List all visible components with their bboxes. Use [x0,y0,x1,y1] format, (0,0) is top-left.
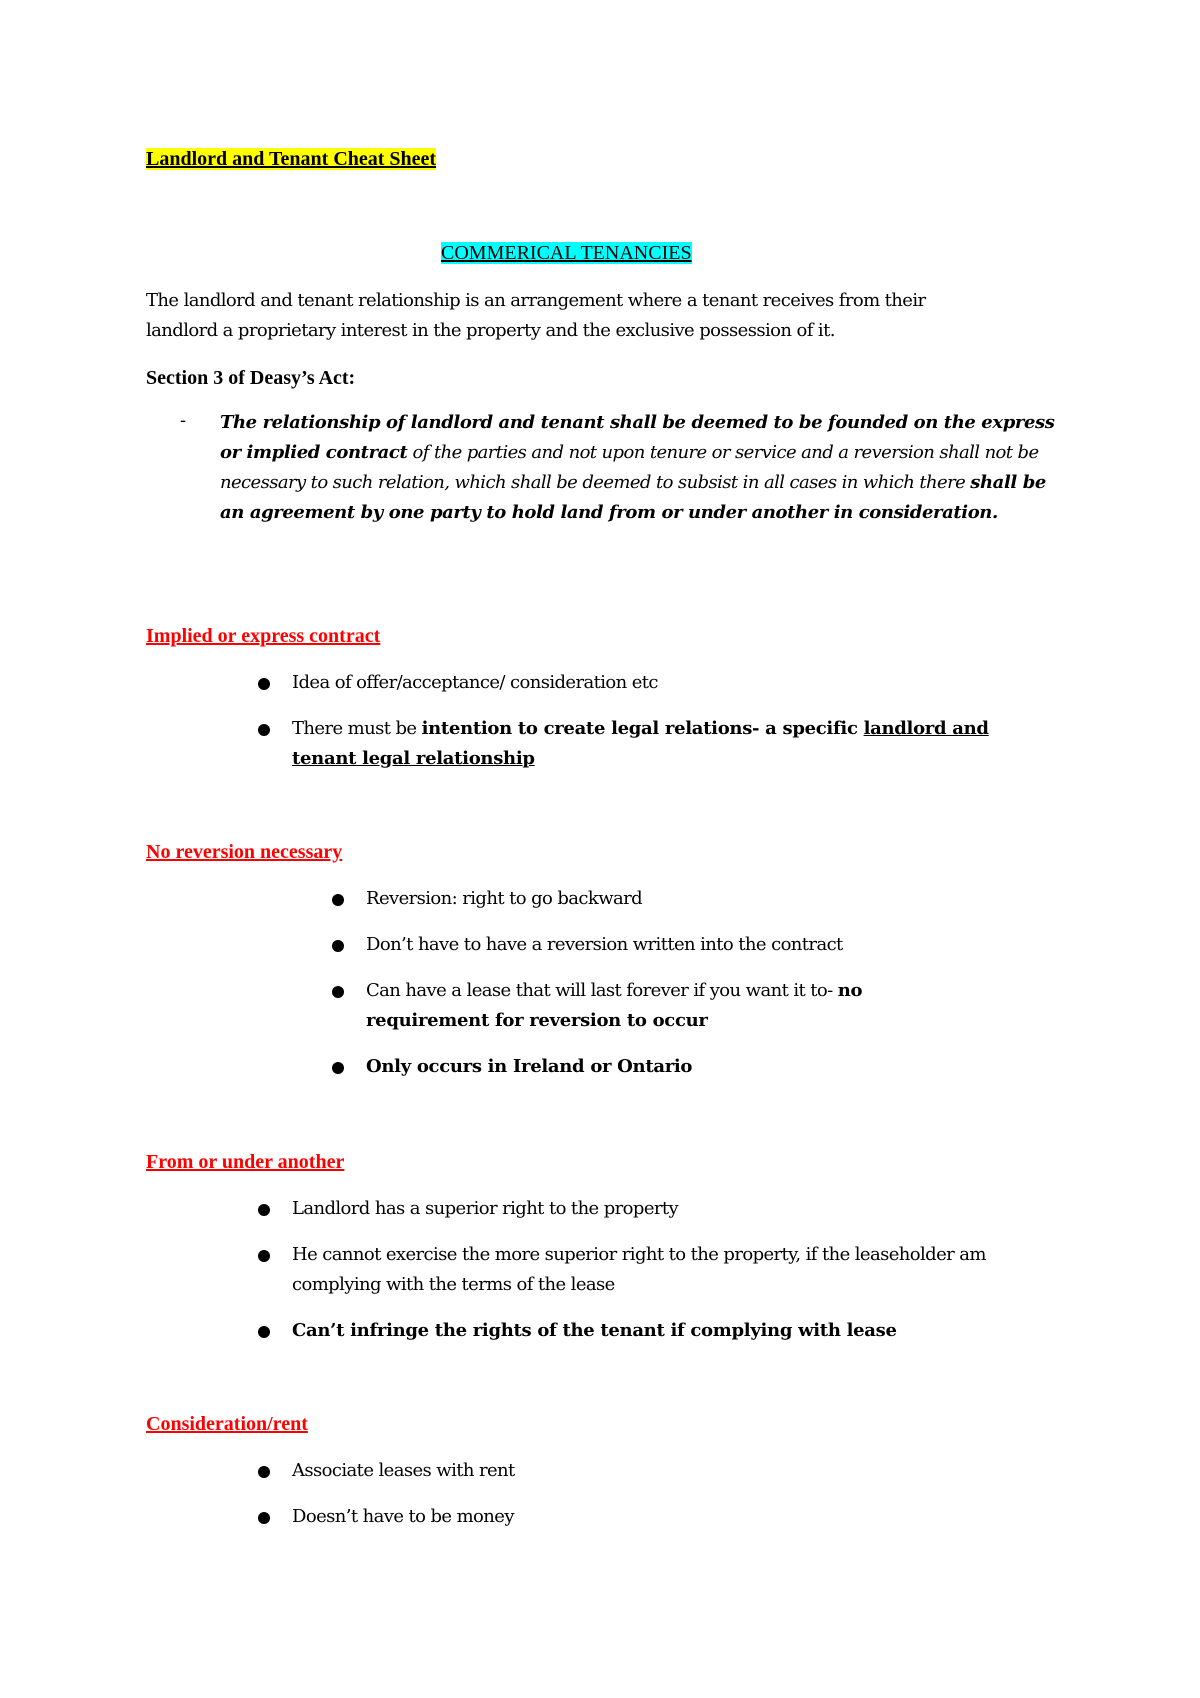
quote-plain-part: of the parties and not upon tenure or service and a reversion shall not be necessary to such relation, which shall be deemed to subsist in all cases in which there [220,442,1039,493]
bullet-icon [258,1326,270,1338]
intro-paragraph-line-1: The landlord and tenant relationship is an arrangement where a tenant receives from their [146,290,926,311]
document-title: Landlord and Tenant Cheat Sheet [146,148,437,170]
quote-dash: - [180,410,187,431]
heading-implied-contract: Implied or express contract [146,625,381,647]
list-item: Reversion: right to go backward [366,888,643,909]
section-title: COMMERICAL TENANCIES [441,242,692,264]
list-item: Doesn’t have to be money [292,1506,514,1527]
bullet-icon [258,1250,270,1262]
item-text-bold: intention to create legal relations- a specific [421,718,864,739]
list-item: Don’t have to have a reversion written into the contract [366,934,843,955]
bullet-icon [258,724,270,736]
intro-paragraph-line-2: landlord a proprietary interest in the property and the exclusive possession of it. [146,320,835,341]
item-text-plain: There must be [292,718,422,739]
bullet-icon [332,894,344,906]
bullet-icon [332,940,344,952]
bullet-icon [258,1204,270,1216]
item-text-bold: Only occurs in Ireland or Ontario [366,1056,693,1077]
heading-consideration-rent: Consideration/rent [146,1413,308,1435]
bullet-icon [258,678,270,690]
heading-from-under-another: From or under another [146,1151,345,1173]
list-item [366,1052,1056,1082]
list-item [292,1316,1052,1346]
list-item: He cannot exercise the more superior right to the property, if the leaseholder am complying with the terms of the lease [292,1244,986,1295]
item-text-bold: no requirement for reversion to occur [366,980,863,1031]
bullet-icon [258,1466,270,1478]
item-text-plain: Can have a lease that will last forever if you want it to- [366,980,838,1001]
quote-bold-part-2: shall be an agreement by one party to hold land from or under another in consideration. [220,472,1046,523]
list-item: Associate leases with rent [292,1460,515,1481]
bullet-icon [332,1062,344,1074]
list-item: Landlord has a superior right to the property [292,1198,679,1219]
list-item [292,714,1052,774]
item-text-bold: Can’t infringe the rights of the tenant if complying with lease [292,1320,897,1341]
act-quote [220,408,1060,528]
quote-bold-part-1: The relationship of landlord and tenant shall be deemed to be founded on the express or implied contract [220,412,1055,463]
item-text-underlined: landlord and tenant legal relationship [292,718,989,769]
act-heading: Section 3 of Deasy’s Act: [146,367,356,389]
heading-no-reversion: No reversion necessary [146,841,343,863]
bullet-icon [258,1512,270,1524]
list-item: Idea of offer/acceptance/ consideration etc [292,672,658,693]
bullet-icon [332,986,344,998]
list-item [366,976,986,1036]
